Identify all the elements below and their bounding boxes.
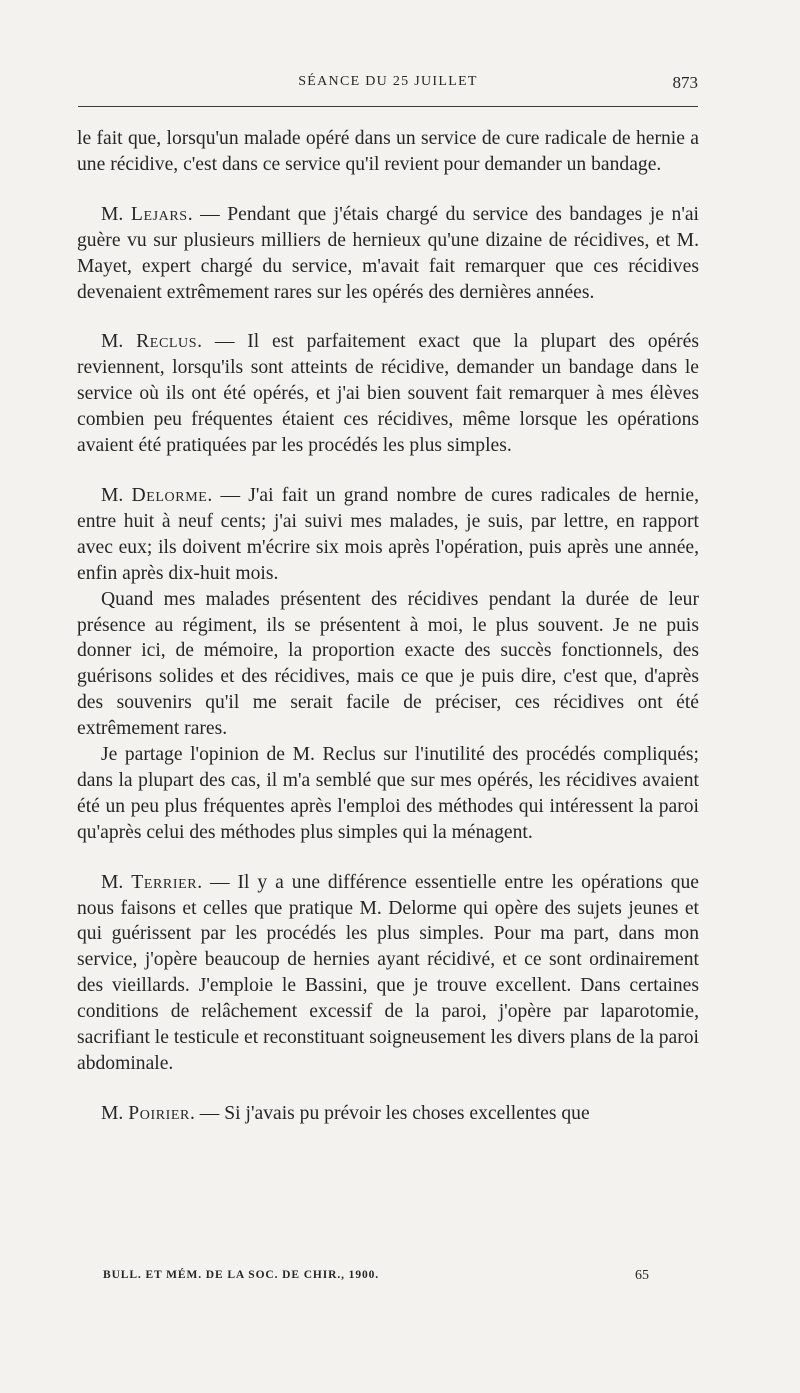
body-text [77, 126, 699, 1127]
speaker-name: Lejars [130, 203, 188, 225]
header-rule [78, 106, 698, 107]
paragraph-poirier: M. Poirier. — Si j'avais pu prévoir les choses excellentes que [101, 1102, 590, 1124]
speaker-name: Poirier [128, 1102, 190, 1124]
paragraph-continuation: le fait que, lorsqu'un malade opéré dans un service de cure radicale de hernie a une récidive, c'est dans ce service qu'il revient pour demander un bandage. [77, 128, 699, 175]
paragraph-delorme-3: Je partage l'opinion de M. Reclus sur l'inutilité des procédés compliqués; dans la plupart des cas, il m'a semblé que sur mes opérés, les récidives avaient été un peu plus fréquentes après l'emploi des méthodes qui intéressent la paroi qu'après celui des méthodes plus simples qui la ménagent. [77, 744, 699, 843]
speaker-name: Terrier [131, 871, 198, 893]
page-number: 873 [672, 73, 698, 92]
paragraph-lejars: M. Lejars. — Pendant que j'étais chargé du service des bandages je n'ai guère vu sur plusieurs milliers de hernieux qu'une dizaine de récidives, et M. Mayet, expert chargé du service, m'avait fait remarquer que ces récidives devenaient extrêmement rares sur les opérés des dernières années. [77, 203, 699, 303]
session-title: SÉANCE DU 25 JUILLET [298, 74, 478, 89]
paragraph-terrier: M. Terrier. — Il y a une différence essentielle entre les opérations que nous faisons et celles que pratique M. Delorme qui opère des sujets jeunes et qui guérissent par les procédés les plus simples. Pour ma part, dans mon service, j'opère beaucoup de hernies ayant récidivé, et ce sont ordinairement des vieillards. J'emploie le Bassini, que je trouve excellent. Dans certaines conditions de relâchement excessif de la paroi, j'opère par laparotomie, sacrifiant le testicule et reconstituant soigneusement les divers plans de la paroi abdominale. [77, 871, 699, 1074]
paragraph-reclus: M. Reclus. — Il est parfaitement exact que la plupart des opérés reviennent, lorsqu'ils sont atteints de récidive, demander un bandage dans le service où ils ont été opérés, et j'ai bien souvent fait remarquer à mes élèves combien peu fréquentes étaient ces récidives, même lorsque les opérations avaient été pratiquées par les procédés les plus simples. [77, 331, 699, 457]
page-footer [103, 1269, 649, 1289]
journal-citation: BULL. ET MÉM. DE LA SOC. DE CHIR., 1900. [103, 1269, 380, 1281]
running-header [78, 68, 698, 98]
speaker-name: Reclus [136, 331, 198, 353]
signature-mark: 65 [635, 1268, 649, 1283]
paragraph-delorme: M. Delorme. — J'ai fait un grand nombre de cures radicales de hernie, entre huit à neuf cents; j'ai suivi mes malades, je suis, par lettre, en rapport avec eux; ils doivent m'écrire six mois après l'opération, puis après une année, enfin après dix-huit mois. [77, 484, 699, 584]
paragraph-delorme-2: Quand mes malades présentent des récidives pendant la durée de leur présence au régiment, ils se présentent à moi, le plus souvent. Je ne puis donner ici, de mémoire, la proportion exacte des succès fonctionnels, des guérisons solides et des récidives, mais ce que je puis dire, c'est que, d'après des souvenirs qu'il me serait facile de préciser, ces récidives ont été extrêmement rares. [77, 588, 699, 740]
speaker-name: Delorme [131, 484, 208, 506]
